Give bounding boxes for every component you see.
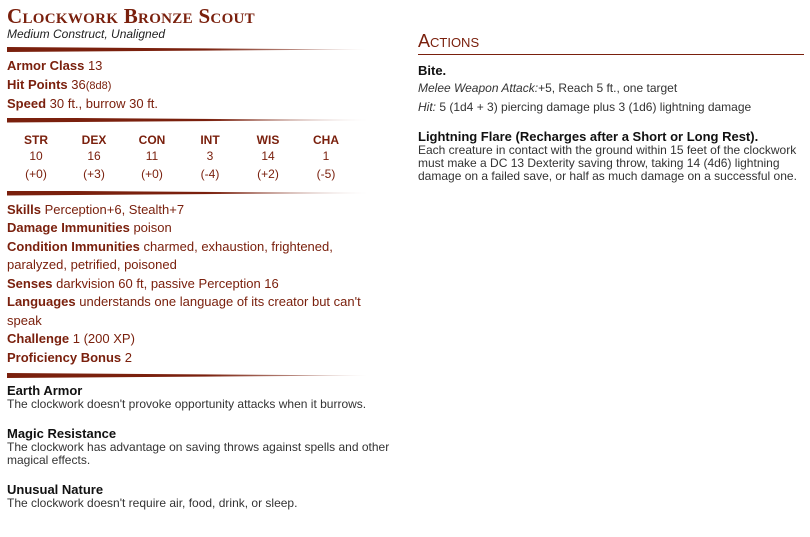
actions-divider — [418, 54, 804, 55]
action-hit-line — [418, 98, 806, 117]
trait — [7, 426, 392, 467]
speed-label: Speed — [7, 96, 47, 111]
property-proficiency-bonus — [7, 349, 392, 368]
property-languages — [7, 293, 392, 330]
trait-name: Unusual Nature — [7, 482, 104, 497]
hit-text: 5 (1d4 + 3) piercing damage plus 3 (1d6) lightning damage — [436, 100, 752, 114]
ability-modifier: (-4) — [200, 166, 220, 181]
property-condition-immunities — [7, 238, 392, 275]
actions-section — [418, 30, 806, 183]
ability-modifier: (+0) — [25, 166, 47, 181]
attack-type: Melee Weapon Attack: — [418, 81, 539, 95]
hit-label: Hit: — [418, 100, 436, 114]
ability-wis — [239, 132, 297, 182]
ability-modifier: (-5) — [316, 166, 336, 181]
property-label: Skills — [7, 201, 41, 217]
hit-points-line — [7, 76, 392, 96]
basic-stats — [7, 57, 392, 114]
section-divider — [7, 47, 367, 52]
ability-label: INT — [200, 132, 220, 147]
stat-block — [7, 4, 392, 510]
property-challenge — [7, 330, 392, 349]
ability-score: 10 — [29, 148, 43, 163]
ability-score: 3 — [206, 148, 214, 163]
hit-points-label: Hit Points — [7, 76, 68, 92]
hit-points-value: 36 — [71, 76, 86, 92]
property-skills — [7, 201, 392, 220]
action-text: Each creature in contact with the ground within 15 feet of the clockwork must make a DC 13 Dexterity saving throw, taking 14 (4d6) lightning damage on a failed save, or half as much damage on a successful one. — [418, 143, 797, 183]
action-lightning-flare — [418, 129, 806, 183]
property-label: Condition Immunities — [7, 238, 140, 254]
ability-score: 14 — [261, 148, 275, 163]
ability-label: STR — [24, 132, 48, 147]
property-label: Languages — [7, 294, 76, 309]
action-name: Bite. — [418, 63, 447, 78]
ability-scores — [7, 132, 357, 182]
speed-line — [7, 95, 392, 114]
section-divider — [7, 118, 367, 123]
property-value: Perception+6, Stealth+7 — [44, 201, 185, 217]
property-senses — [7, 275, 392, 294]
property-value: darkvision 60 ft, passive Perception 16 — [56, 275, 279, 291]
speed-value: 30 ft., burrow 30 ft. — [49, 96, 159, 111]
trait-text: The clockwork doesn't provoke opportunity attacks when it burrows. — [7, 397, 367, 411]
ability-modifier: (+3) — [83, 166, 105, 181]
ability-label: DEX — [81, 132, 107, 147]
property-value: 1 (200 XP) — [72, 331, 135, 346]
attack-details: +5, Reach 5 ft., one target — [538, 81, 678, 95]
properties — [7, 201, 392, 368]
property-value: understands one language of its creator but can't speak — [7, 294, 361, 328]
monster-name: Clockwork Bronze Scout — [7, 4, 255, 28]
section-divider — [7, 191, 367, 196]
trait-text: The clockwork doesn't require air, food, drink, or sleep. — [7, 496, 298, 510]
monster-meta: Medium Construct, Unaligned — [7, 27, 166, 41]
action-name: Lightning Flare (Recharges after a Short or Long Rest). — [418, 129, 759, 144]
property-label: Senses — [7, 275, 53, 291]
actions-heading: Actions — [418, 31, 480, 51]
property-label: Damage Immunities — [7, 220, 130, 235]
ability-label: WIS — [256, 132, 280, 147]
trait-name: Magic Resistance — [7, 426, 117, 441]
armor-class-line — [7, 57, 392, 76]
ability-label: CON — [138, 132, 166, 147]
ability-score: 1 — [322, 148, 330, 163]
ability-dex — [65, 132, 123, 182]
property-value: poison — [133, 220, 172, 235]
property-label: Proficiency Bonus — [7, 349, 122, 365]
property-value: 2 — [124, 349, 132, 365]
ability-str — [7, 132, 65, 182]
armor-class-label: Armor Class — [7, 58, 85, 73]
property-label: Challenge — [7, 331, 70, 346]
property-value: charmed, exhaustion, frightened, paralyzed, petrified, poisoned — [7, 238, 333, 272]
ability-score: 16 — [87, 148, 101, 163]
ability-score: 11 — [145, 148, 159, 163]
trait-name: Earth Armor — [7, 383, 83, 398]
trait-text: The clockwork has advantage on saving throws against spells and other magical effects. — [7, 440, 390, 467]
ability-modifier: (+2) — [257, 166, 279, 181]
ability-modifier: (+0) — [141, 166, 163, 181]
action-attack-line — [418, 79, 806, 98]
armor-class-value: 13 — [87, 58, 103, 73]
ability-con — [123, 132, 181, 182]
ability-cha — [297, 132, 355, 182]
hit-points-dice: (8d8) — [85, 79, 112, 92]
traits — [7, 383, 392, 510]
trait — [7, 383, 392, 411]
ability-label: CHA — [313, 132, 339, 147]
trait — [7, 482, 392, 510]
action-bite — [418, 63, 806, 117]
section-divider — [7, 373, 367, 378]
ability-int — [181, 132, 239, 182]
property-damage-immunities — [7, 219, 392, 238]
